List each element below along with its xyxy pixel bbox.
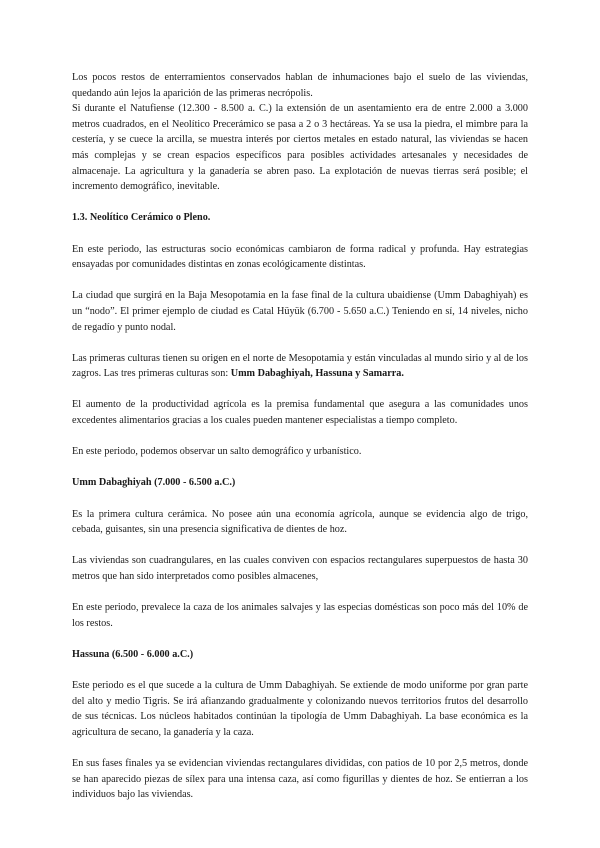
- paragraph-hassuna-period: Este periodo es el que sucede a la cultura de Umm Dabaghiyah. Se extiende de modo uniforme por gran parte del alto y medio Tigris. Se irá afianzando gradualmente y colonizando nuevos territorios frutos del desarrollo de sus técnicas. Los núcleos habitados continúan la tipología de Umm Dabaghiyah. La base económica es la agricultura de secano, la ganadería y la caza.: [72, 680, 528, 738]
- section-heading-hassuna: Hassuna (6.500 - 6.000 a.C.): [72, 648, 194, 660]
- first-cultures-names: Umm Dabaghiyah, Hassuna y Samarra.: [230, 368, 404, 380]
- paragraph-first-cultures: [72, 351, 528, 382]
- paragraph-final-phases: En sus fases finales ya se evidencian viviendas rectangulares divididas, con patios de 10 por 2,5 metros, donde se han aparecido piezas de sílex para una intensa caza, así como figurillas y dientes de hoz. Se entierran a los individuos bajo las viviendas.: [72, 758, 528, 801]
- paragraph-natufian: Si durante el Natufiense (12.300 - 8.500 a. C.) la extensión de un asentamiento era de entre 2.000 a 3.000 metros cuadrados, en el Neolítico Precerámico se pasa a 2 o 3 hectáreas. Ya se usa la piedra, el mimbre para la cestería, y se cuece la arcilla, se muestra interés por ciertos metales en estado natural, las viviendas se hacen más complejas y se crean espacios específicos para posibles actividades artesanales y necesidades de almacenaje. La agricultura y la ganadería se abren paso. La explotación de nuevas tierras será posible; el incremento demográfico, inevitable.: [72, 103, 528, 193]
- section-heading-neolitico-ceramico: 1.3. Neolítico Cerámico o Pleno.: [72, 212, 211, 224]
- section-heading-umm-dabaghiyah: Umm Dabaghiyah (7.000 - 6.500 a.C.): [72, 477, 236, 489]
- paragraph-socioeconomic: En este periodo, las estructuras socio económicas cambiaron de forma radical y profunda. Hay estrategias ensayadas por comunidades distintas en zonas ecológicamente distintas.: [72, 243, 528, 271]
- document-page: [72, 70, 528, 819]
- paragraph-first-ceramic: Es la primera cultura cerámica. No posee aún una economía agrícola, aunque se evidencia algo de trigo, cebada, guisantes, sin una presencia significativa de dientes de hoz.: [72, 508, 528, 536]
- paragraph-productivity: El aumento de la productividad agrícola es la premisa fundamental que asegura a las comunidades unos excedentes alimentarios gracias a los cuales pueden mantener especialistas a tiempo completo.: [72, 399, 528, 427]
- paragraph-dwellings: Las viviendas son cuadrangulares, en las cuales conviven con espacios rectangulares superpuestos de hasta 30 metros que han sido interpretados como posibles almacenes,: [72, 555, 528, 582]
- paragraph-city-node: La ciudad que surgirá en la Baja Mesopotamia en la fase final de la cultura ubaidiense (Umm Dabaghiyah) es un “nodo”. El primer ejemplo de ciudad es Catal Hüyük (6.700 - 5.650 a.C.) Teniendo en sí, 14 niveles, nicho de regadío y punto nodal.: [72, 290, 528, 333]
- paragraph-demographic: En este periodo, podemos observar un salto demográfico y urbanístico.: [72, 446, 362, 458]
- paragraph-burials: Los pocos restos de enterramientos conservados hablan de inhumaciones bajo el suelo de las viviendas, quedando aún lejos la aparición de las primeras necrópolis.: [72, 72, 528, 99]
- paragraph-hunting: En este periodo, prevalece la caza de los animales salvajes y las especias domésticas son poco más del 10% de los restos.: [72, 602, 528, 629]
- first-cultures-text: Las primeras culturas tienen su origen en el norte de Mesopotamia y están vinculadas al mundo sirio y al de los zagros. Las tres primeras culturas son:: [72, 352, 528, 380]
